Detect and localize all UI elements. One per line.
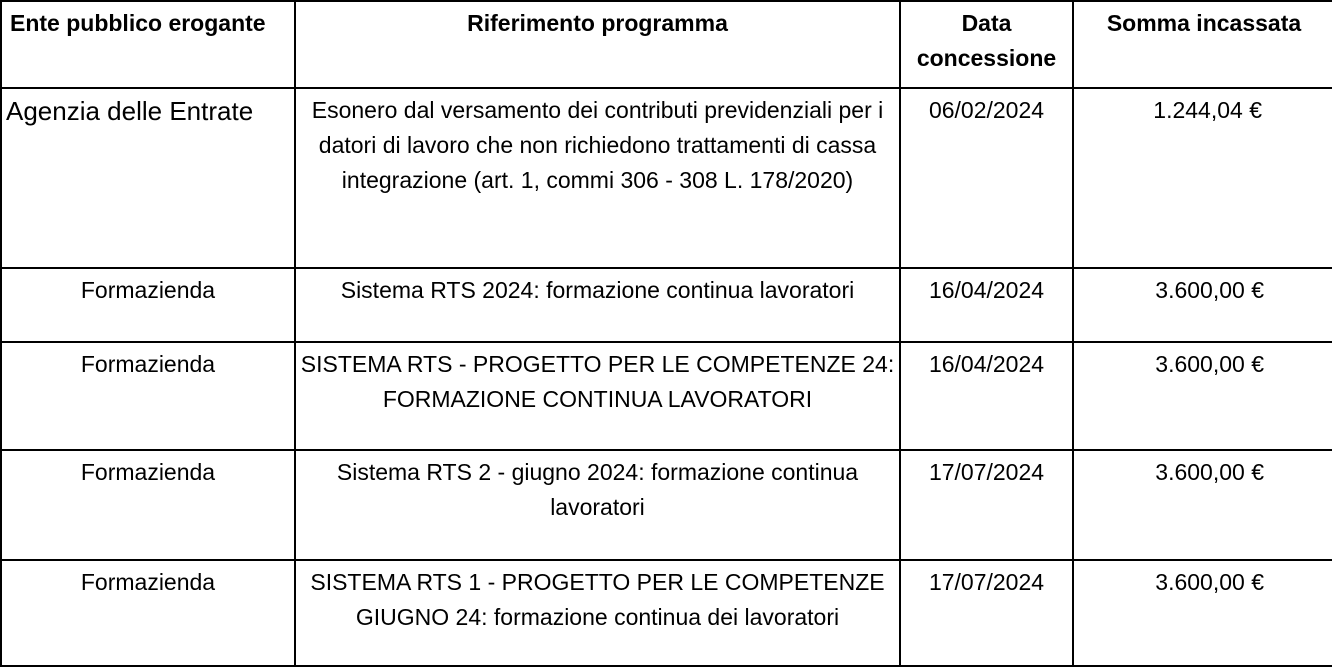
cell-riferimento: Esonero dal versamento dei contributi previdenziali per i datori di lavoro che non richiedono trattamenti di cassa integrazione (art. 1, commi 306 - 308 L. 178/2020) [295, 88, 900, 268]
cell-data: 16/04/2024 [900, 268, 1073, 342]
cell-riferimento: SISTEMA RTS - PROGETTO PER LE COMPETENZE 24: FORMAZIONE CONTINUA LAVORATORI [295, 342, 900, 450]
cell-data: 16/04/2024 [900, 342, 1073, 450]
cell-data: 17/07/2024 [900, 450, 1073, 560]
table-row [1, 88, 1332, 268]
cell-riferimento: Sistema RTS 2024: formazione continua lavoratori [295, 268, 900, 342]
cell-data: 06/02/2024 [900, 88, 1073, 268]
table-row [1, 560, 1332, 666]
cell-somma: 3.600,00 € [1073, 450, 1332, 560]
table-row [1, 450, 1332, 560]
cell-somma: 3.600,00 € [1073, 560, 1332, 666]
header-somma: Somma incassata [1073, 1, 1332, 88]
table-row [1, 268, 1332, 342]
cell-ente: Agenzia delle Entrate [1, 88, 295, 268]
table-row [1, 342, 1332, 450]
cell-data: 17/07/2024 [900, 560, 1073, 666]
cell-somma: 3.600,00 € [1073, 342, 1332, 450]
cell-somma: 1.244,04 € [1073, 88, 1332, 268]
cell-ente: Formazienda [1, 342, 295, 450]
cell-ente: Formazienda [1, 450, 295, 560]
cell-somma: 3.600,00 € [1073, 268, 1332, 342]
cell-ente: Formazienda [1, 560, 295, 666]
header-riferimento: Riferimento programma [295, 1, 900, 88]
cell-ente: Formazienda [1, 268, 295, 342]
header-ente: Ente pubblico erogante [1, 1, 295, 88]
cell-riferimento: SISTEMA RTS 1 - PROGETTO PER LE COMPETENZE GIUGNO 24: formazione continua dei lavoratori [295, 560, 900, 666]
cell-riferimento: Sistema RTS 2 - giugno 2024: formazione continua lavoratori [295, 450, 900, 560]
header-data: Data concessione [900, 1, 1073, 88]
table-header-row [1, 1, 1332, 88]
